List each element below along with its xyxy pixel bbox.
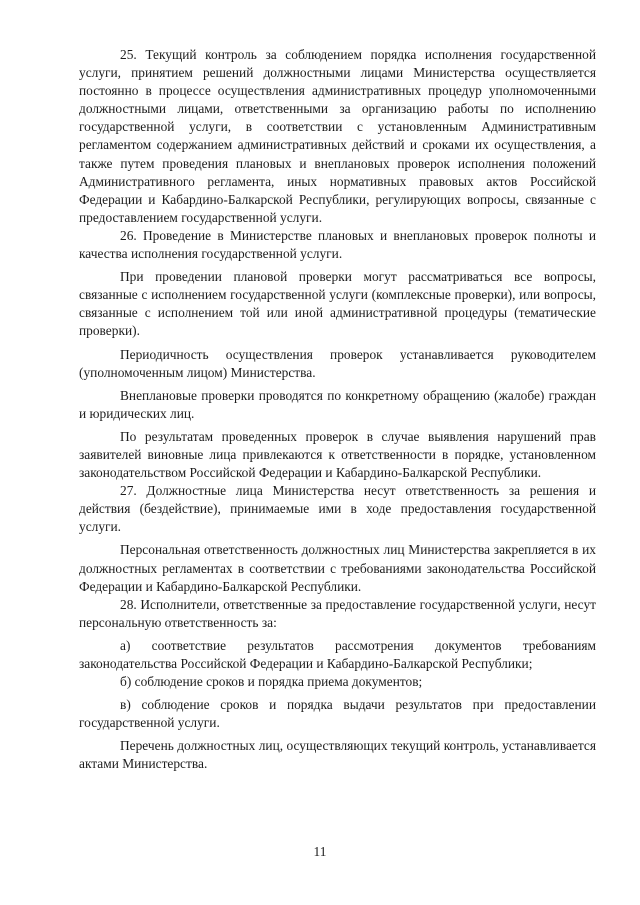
page-number: 11 bbox=[313, 844, 327, 859]
paragraph-27-responsibility: 27. Должностные лица Министерства несут ответственность за решения и действия (бездействие), принимаемые ими в ходе предоставления государственной услуги. bbox=[79, 483, 596, 535]
paragraph-inspection-results: По результатам проведенных проверок в случае выявления нарушений прав заявителей виновные лица привлекаются к ответственности в порядке, установленном законодательством Российской Федерации и Кабардино-Балкарской Республики. bbox=[79, 428, 596, 481]
paragraph-officials-list: Перечень должностных лиц, осуществляющих текущий контроль, устанавливается актами Министерства. bbox=[79, 738, 596, 772]
paragraph-unscheduled-inspections: Внеплановые проверки проводятся по конкретному обращению (жалобе) граждан и юридических лиц. bbox=[79, 387, 596, 421]
list-item-b: б) соблюдение сроков и порядка приема документов; bbox=[120, 674, 423, 690]
list-item-c: в) соблюдение сроков и порядка выдачи результатов при предоставлении государственной услуги. bbox=[79, 697, 596, 731]
document-body bbox=[79, 46, 596, 774]
paragraph-25-current-control: 25. Текущий контроль за соблюдением порядка исполнения государственной услуги, принятием решений должностными лицами Министерства осуществляется постоянно в процессе осуществления административных процедур уполномоченными должностными лицами, ответственными за организацию работы по исполнению государственной услуги, в соответствии с установленным Административным регламентом содержанием административных действий и сроками их осуществления, а также путем проведения плановых и внеплановых проверок исполнения положений Административного регламента, иных нормативных правовых актов Российской Федерации и Кабардино-Балкарской Республики, регулирующих вопросы, связанные с предоставлением государственной услуги. bbox=[79, 47, 596, 225]
paragraph-personal-responsibility: Персональная ответственность должностных лиц Министерства закрепляется в их должностных регламентах в соответствии с требованиями законодательства Российской Федерации и Кабардино-Балкарской Республики. bbox=[79, 542, 596, 594]
paragraph-planned-inspection: При проведении плановой проверки могут рассматриваться все вопросы, связанные с исполнением государственной услуги (комплексные проверки), или вопросы, связанные с исполнением той или иной административной процедуры (тематические проверки). bbox=[79, 269, 596, 339]
paragraph-28-executors: 28. Исполнители, ответственные за предоставление государственной услуги, несут персональную ответственность за: bbox=[79, 596, 596, 630]
paragraph-26-inspections: 26. Проведение в Министерстве плановых и внеплановых проверок полноты и качества исполнения государственной услуги. bbox=[79, 227, 596, 262]
paragraph-inspection-periodicity: Периодичность осуществления проверок устанавливается руководителем (уполномоченным лицом) Министерства. bbox=[79, 346, 596, 380]
list-item-a: а) соответствие результатов рассмотрения документов требованиям законодательства Российской Федерации и Кабардино-Балкарской Республики; bbox=[79, 637, 596, 671]
